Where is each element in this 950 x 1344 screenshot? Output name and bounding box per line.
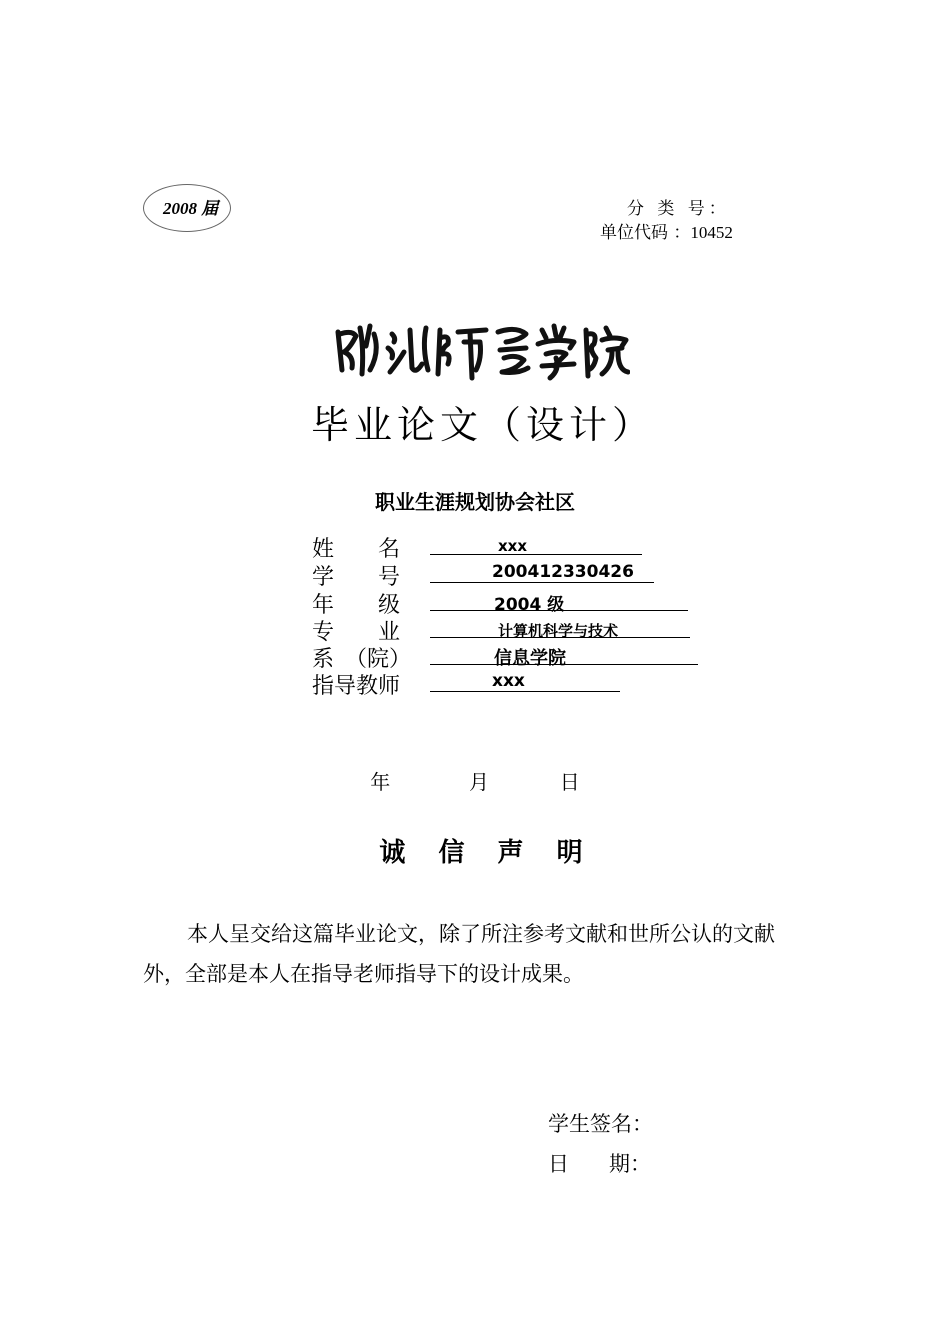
declaration-body: 本人呈交给这篇毕业论文，除了所注参考文献和世所公认的文献外，全部是本人在指导老师指导下的设计成果。 [143, 922, 775, 986]
info-underline [430, 554, 642, 555]
document-type-title: 毕业论文（设计） [310, 403, 655, 447]
signature-date-label-2: 期： [609, 1152, 651, 1176]
unit-code [600, 218, 733, 243]
signature-date-label-1: 日 [548, 1152, 569, 1176]
info-label: 姓 名 [312, 537, 401, 562]
unit-code-value: 10452 [690, 223, 733, 242]
info-value: 计算机科学与技术 [498, 622, 619, 640]
info-value: 2004 级 [494, 595, 565, 615]
info-label: 指导教师 [312, 674, 401, 699]
info-label: 学 号 [312, 565, 401, 590]
info-value: xxx [498, 537, 528, 555]
university-calligraphy-logo [330, 318, 630, 384]
info-value: 200412330426 [492, 562, 634, 582]
info-label: 专 业 [312, 620, 401, 645]
info-label: 系 （院） [312, 647, 412, 672]
date-line [0, 766, 950, 795]
info-value: 信息学院 [494, 648, 566, 669]
date-day: 日 [559, 770, 580, 794]
info-value: xxx [492, 671, 525, 691]
classification-number-label: 分 类 号： [627, 199, 730, 219]
date-month: 月 [469, 770, 489, 794]
signature-date [548, 1148, 651, 1178]
signature-label: 学生签名： [548, 1112, 653, 1136]
info-label: 年 级 [312, 593, 401, 618]
info-underline [430, 582, 654, 583]
declaration-title: 诚 信 声 明 [379, 838, 595, 868]
date-year: 年 [370, 770, 391, 794]
thesis-title: 职业生涯规划协会社区 [375, 490, 575, 514]
unit-code-label: 单位代码 ： [600, 223, 691, 243]
info-underline [430, 691, 620, 692]
year-badge: 2008 届 [163, 199, 219, 218]
